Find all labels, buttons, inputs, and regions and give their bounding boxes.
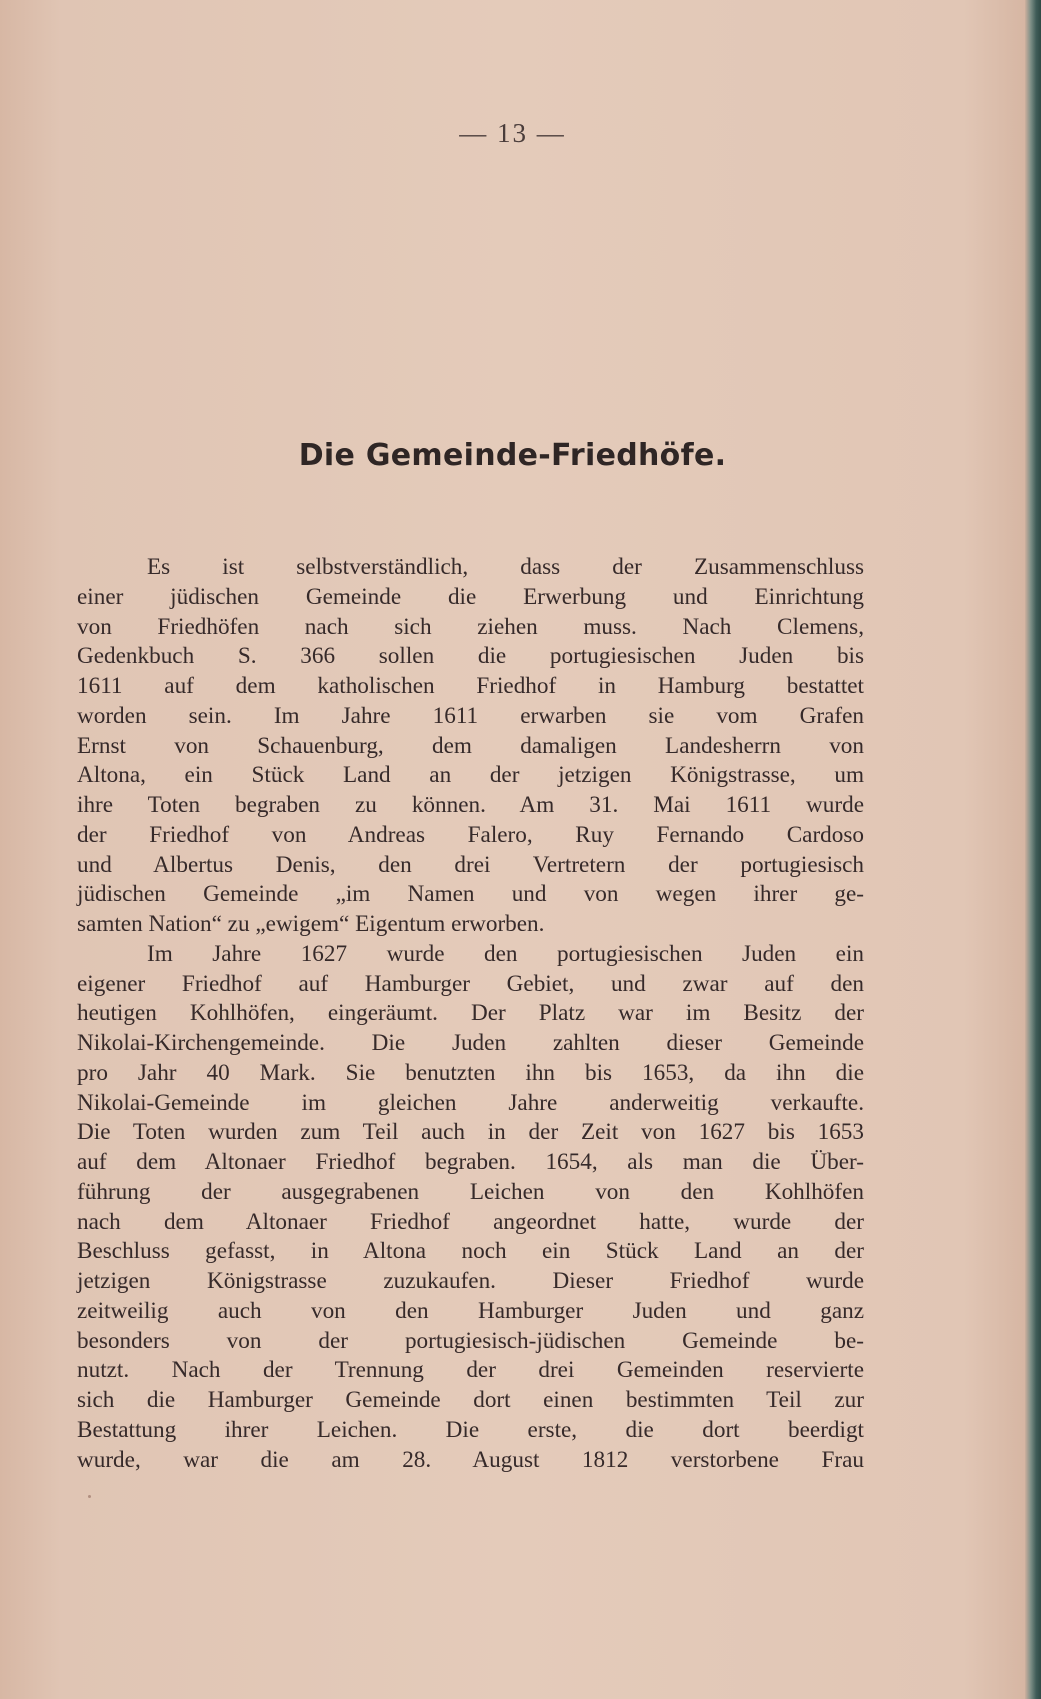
text-line: Beschluss gefasst, in Altona noch ein Stück Land an der xyxy=(77,1238,864,1265)
text-line: 1611 auf dem katholischen Friedhof in Hamburg bestattet xyxy=(77,673,864,699)
body-text xyxy=(77,553,864,1475)
text-line: pro Jahr 40 Mark. Sie benutzten ihn bis 1653, da ihn die xyxy=(77,1059,864,1086)
text-line: worden sein. Im Jahre 1611 erwarben sie vom Grafen xyxy=(77,702,864,729)
text-line: Nikolai-Kirchengemeinde. Die Juden zahlten dieser Gemeinde xyxy=(77,1030,864,1056)
text-line: sich die Hamburger Gemeinde dort einen bestimmten Teil zur xyxy=(77,1387,864,1413)
text-line: und Albertus Denis, den drei Vertretern der portugiesisch xyxy=(77,851,864,878)
text-line: heutigen Kohlhöfen, eingeräumt. Der Platz war im Besitz der xyxy=(77,1000,864,1027)
text-line: besonders von der portugiesisch-jüdischen Gemeinde be- xyxy=(77,1327,864,1354)
text-line: ihre Toten begraben zu können. Am 31. Mai 1611 wurde xyxy=(77,792,864,818)
text-line: zeitweilig auch von den Hamburger Juden und ganz xyxy=(77,1297,864,1324)
text-line: eigener Friedhof auf Hamburger Gebiet, und zwar auf den xyxy=(77,970,864,997)
text-line: Im Jahre 1627 wurde den portugiesischen Juden ein xyxy=(147,940,864,967)
text-line: nutzt. Nach der Trennung der drei Gemeinden reservierte xyxy=(77,1357,864,1384)
text-line: auf dem Altonaer Friedhof begraben. 1654, als man die Über- xyxy=(77,1149,864,1175)
text-line: Bestattung ihrer Leichen. Die erste, die dort beerdigt xyxy=(77,1416,864,1443)
text-line: jetzigen Königstrasse zuzukaufen. Dieser Friedhof wurde xyxy=(77,1268,864,1294)
text-line: nach dem Altonaer Friedhof angeordnet hatte, wurde der xyxy=(77,1208,864,1235)
text-line: einer jüdischen Gemeinde die Erwerbung und Einrichtung xyxy=(77,583,864,610)
text-line: Es ist selbstverständlich, dass der Zusammenschluss xyxy=(147,554,864,580)
page-number: — 13 — xyxy=(459,118,566,148)
text-line: jüdischen Gemeinde „im Namen und von wegen ihrer ge- xyxy=(77,881,864,908)
text-line: führung der ausgegrabenen Leichen von den Kohlhöfen xyxy=(77,1178,864,1205)
text-line: Gedenkbuch S. 366 sollen die portugiesischen Juden bis xyxy=(77,643,864,670)
text-line: Altona, ein Stück Land an der jetzigen Königstrasse, um xyxy=(77,762,864,789)
text-line: Die Toten wurden zum Teil auch in der Zeit von 1627 bis 1653 xyxy=(77,1119,864,1146)
text-line: der Friedhof von Andreas Falero, Ruy Fernando Cardoso xyxy=(77,821,864,848)
text-line: Ernst von Schauenburg, dem damaligen Landesherrn von xyxy=(77,732,864,759)
chapter-heading: Die Gemeinde-Friedhöfe. xyxy=(298,438,727,473)
text-line: wurde, war die am 28. August 1812 verstorbene Frau xyxy=(77,1446,864,1473)
text-line: samten Nation“ zu „ewigem“ Eigentum erworben. xyxy=(77,911,545,937)
paper-speck xyxy=(88,1495,91,1498)
text-line: Nikolai-Gemeinde im gleichen Jahre anderweitig verkaufte. xyxy=(77,1089,864,1116)
binding-edge xyxy=(1025,0,1041,1699)
text-line: von Friedhöfen nach sich ziehen muss. Nach Clemens, xyxy=(77,613,864,640)
